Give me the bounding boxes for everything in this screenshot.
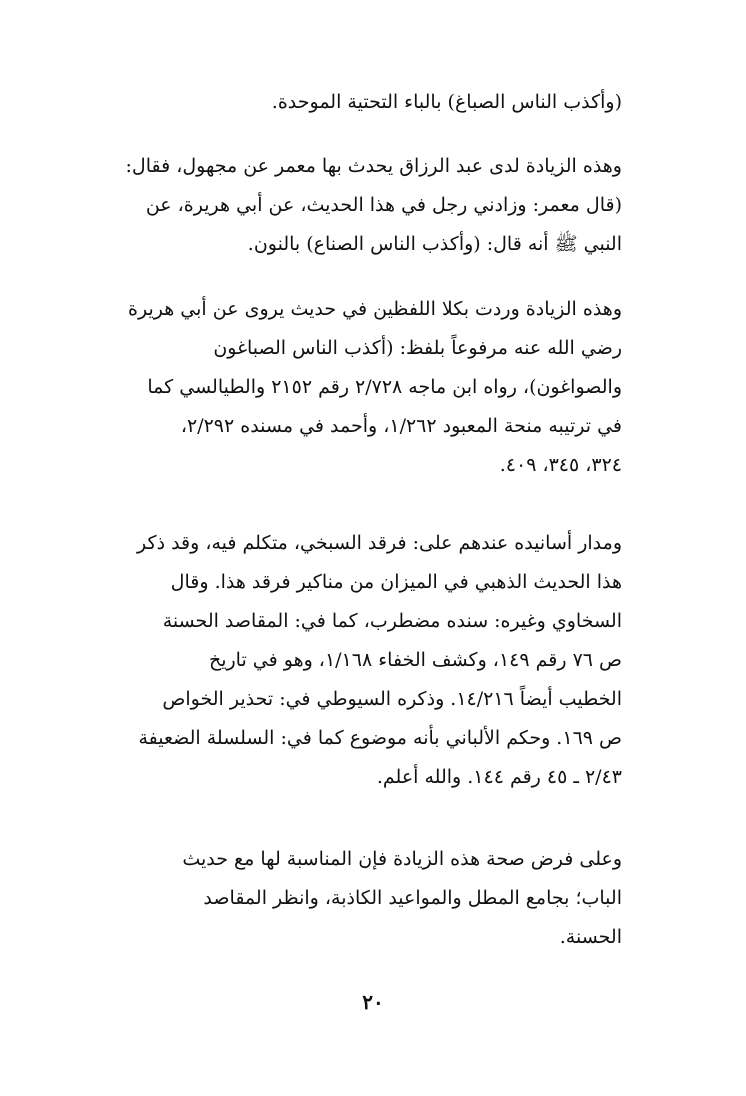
paragraph-line: وهذه الزيادة وردت بكلا اللفظين في حديث يروى عن أبي هريرة <box>128 298 622 320</box>
paragraph-line: ص ٧٦ رقم ١٤٩، وكشف الخفاء ١/١٦٨، وهو في تاريخ <box>208 649 622 671</box>
paragraph-line: وهذه الزيادة لدى عبد الرزاق يحدث بها معمر عن مجهول، فقال: <box>125 155 622 177</box>
paragraph-line: وعلى فرض صحة هذه الزيادة فإن المناسبة لها مع حديث <box>182 848 622 870</box>
paragraph-1 <box>66 83 622 122</box>
paragraph-line: ومدار أسانيده عندهم على: فرقد السبخي، متكلم فيه، وقد ذكر <box>137 532 622 554</box>
paragraph-line: (وأكذب الناس الصباغ) بالباء التحتية الموحدة. <box>271 91 622 113</box>
paragraph-4 <box>66 524 622 797</box>
paragraph-3 <box>66 290 622 485</box>
paragraph-line: الحسنة. <box>559 926 622 948</box>
paragraph-line: في ترتيبه منحة المعبود ١/٢٦٢، وأحمد في مسنده ٢/٢٩٢، <box>180 415 622 437</box>
paragraph-5 <box>66 840 622 957</box>
page-number: ٢٠ <box>362 990 384 1014</box>
paragraph-line: هذا الحديث الذهبي في الميزان من مناكير فرقد هذا. وقال <box>170 571 622 593</box>
paragraph-line: ٢/٤٣ ـ ٤٥ رقم ١٤٤. والله أعلم. <box>376 766 622 788</box>
paragraph-line: ص ١٦٩. وحكم الألباني بأنه موضوع كما في: السلسلة الضعيفة <box>138 727 622 749</box>
paragraph-line: النبي ﷺ أنه قال: (وأكذب الناس الصناع) بالنون. <box>247 233 622 255</box>
paragraph-line: رضي الله عنه مرفوعاً بلفظ: (أكذب الناس الصباغون <box>213 337 622 359</box>
paragraph-line: (قال معمر: وزادني رجل في هذا الحديث، عن أبي هريرة، عن <box>145 194 622 216</box>
paragraph-line: ٣٢٤، ٣٤٥، ٤٠٩. <box>499 454 622 476</box>
paragraph-line: والصواغون)، رواه ابن ماجه ٢/٧٢٨ رقم ٢١٥٢ والطيالسي كما <box>147 376 622 398</box>
paragraph-line: السخاوي وغيره: سنده مضطرب، كما في: المقاصد الحسنة <box>162 610 622 632</box>
paragraph-line: الخطيب أيضاً ١٤/٢١٦. وذكره السيوطي في: تحذير الخواص <box>162 688 622 710</box>
paragraph-2 <box>66 147 622 264</box>
paragraph-line: الباب؛ بجامع المطل والمواعيد الكاذبة، وانظر المقاصد <box>203 887 622 909</box>
